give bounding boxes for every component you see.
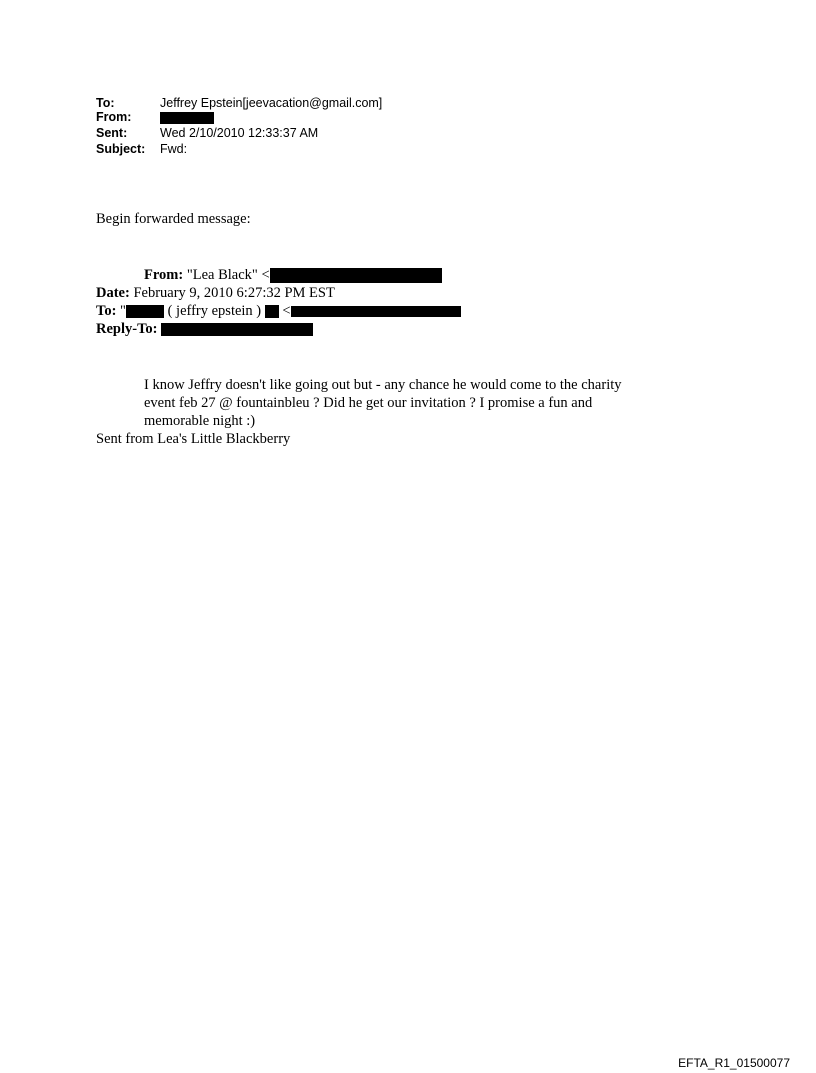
fwd-date-value: February 9, 2010 6:27:32 PM EST bbox=[133, 285, 335, 301]
fwd-from-row bbox=[144, 266, 442, 284]
fwd-replyto-label: Reply-To: bbox=[96, 321, 158, 337]
redaction-box bbox=[160, 112, 214, 124]
redaction-box bbox=[265, 305, 279, 318]
header-subject-value: Fwd: bbox=[160, 142, 188, 156]
message-line-1: I know Jeffry doesn't like going out but - any chance he would come to the charity bbox=[144, 377, 622, 393]
fwd-to-row bbox=[96, 302, 461, 320]
header-from-label: From: bbox=[96, 110, 132, 124]
message-line-3: memorable night :) bbox=[144, 413, 256, 429]
document-id: EFTA_R1_01500077 bbox=[678, 1056, 790, 1070]
fwd-to-lt: < bbox=[282, 303, 291, 319]
fwd-replyto-row bbox=[96, 320, 313, 338]
header-to-label: To: bbox=[96, 96, 115, 110]
message-line-2: event feb 27 @ fountainbleu ? Did he get our invitation ? I promise a fun and bbox=[144, 395, 593, 411]
header-from-redaction bbox=[160, 110, 214, 124]
forward-intro: Begin forwarded message: bbox=[96, 211, 251, 227]
fwd-to-quote: " bbox=[120, 303, 126, 319]
redaction-box bbox=[126, 305, 164, 318]
fwd-to-name: ( jeffry epstein ) bbox=[167, 303, 262, 319]
redaction-box bbox=[270, 268, 442, 283]
fwd-from-value: "Lea Black" < bbox=[186, 267, 270, 283]
fwd-date-row bbox=[96, 284, 335, 302]
redaction-box bbox=[161, 323, 313, 336]
header-to-value: Jeffrey Epstein[jeevacation@gmail.com] bbox=[160, 96, 383, 110]
fwd-to-label: To: bbox=[96, 303, 117, 319]
header-subject-label: Subject: bbox=[96, 142, 146, 156]
signature-line: Sent from Lea's Little Blackberry bbox=[96, 431, 291, 447]
header-sent-value: Wed 2/10/2010 12:33:37 AM bbox=[160, 126, 319, 140]
header-sent-label: Sent: bbox=[96, 126, 128, 140]
fwd-date-label: Date: bbox=[96, 285, 130, 301]
fwd-from-label: From: bbox=[144, 267, 184, 283]
redaction-box bbox=[291, 306, 461, 317]
